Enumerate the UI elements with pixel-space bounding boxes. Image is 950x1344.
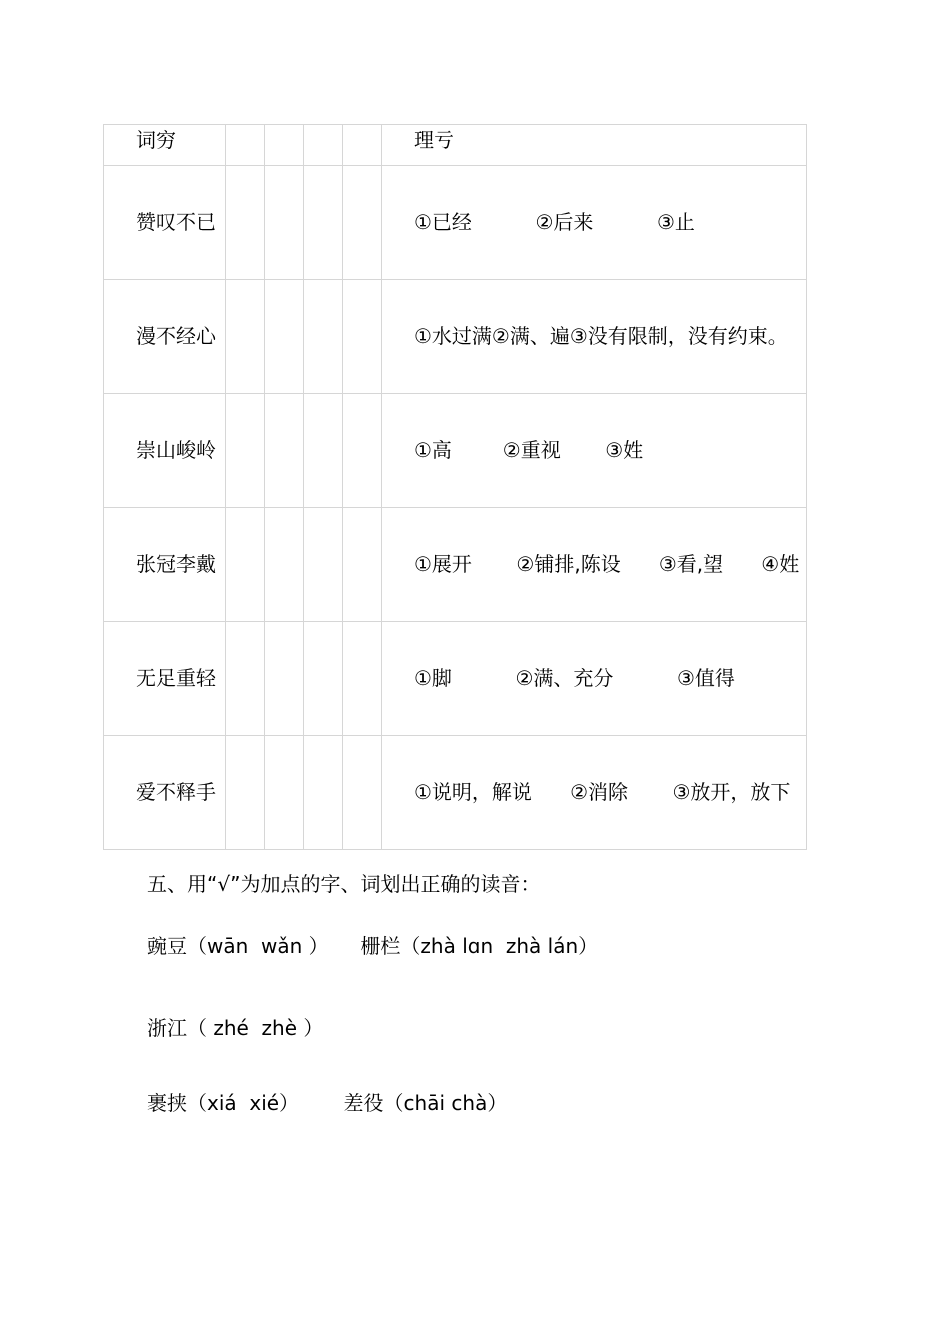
meaning-cell: ①说明，解说 ②消除 ③放开，放下 — [382, 736, 807, 850]
word-cell: 崇山峻岭 — [104, 394, 226, 508]
vocabulary-table — [103, 124, 807, 850]
table-row — [104, 280, 807, 394]
meaning-cell: 理亏 — [382, 125, 807, 166]
meaning-cell: ①已经 ②后来 ③止 — [382, 166, 807, 280]
pinyin-question-3: 裹挟（xiá xié） 差役（chāi chà） — [147, 1091, 508, 1115]
meaning-cell: ①高 ②重视 ③姓 — [382, 394, 807, 508]
table-row — [104, 622, 807, 736]
table-row — [104, 508, 807, 622]
word-cell: 张冠李戴 — [104, 508, 226, 622]
pinyin-question-1: 豌豆（wān wǎn ） 栅栏（zhà lɑn zhà lán） — [147, 934, 599, 958]
meaning-cell: ①水过满②满、遍③没有限制，没有约束。 — [382, 280, 807, 394]
pinyin-question-2: 浙江（ zhé zhè ） — [147, 1016, 324, 1040]
table-row — [104, 394, 807, 508]
word-cell: 漫不经心 — [104, 280, 226, 394]
meaning-cell: ①脚 ②满、充分 ③值得 — [382, 622, 807, 736]
section-title: 五、用“√”为加点的字、词划出正确的读音： — [147, 872, 541, 896]
table-row — [104, 125, 807, 166]
table-row — [104, 166, 807, 280]
word-cell: 词穷 — [104, 125, 226, 166]
table-row — [104, 736, 807, 850]
meaning-cell: ①展开 ②铺排,陈设 ③看,望 ④姓 — [382, 508, 807, 622]
word-cell: 赞叹不已 — [104, 166, 226, 280]
word-cell: 爱不释手 — [104, 736, 226, 850]
word-cell: 无足重轻 — [104, 622, 226, 736]
